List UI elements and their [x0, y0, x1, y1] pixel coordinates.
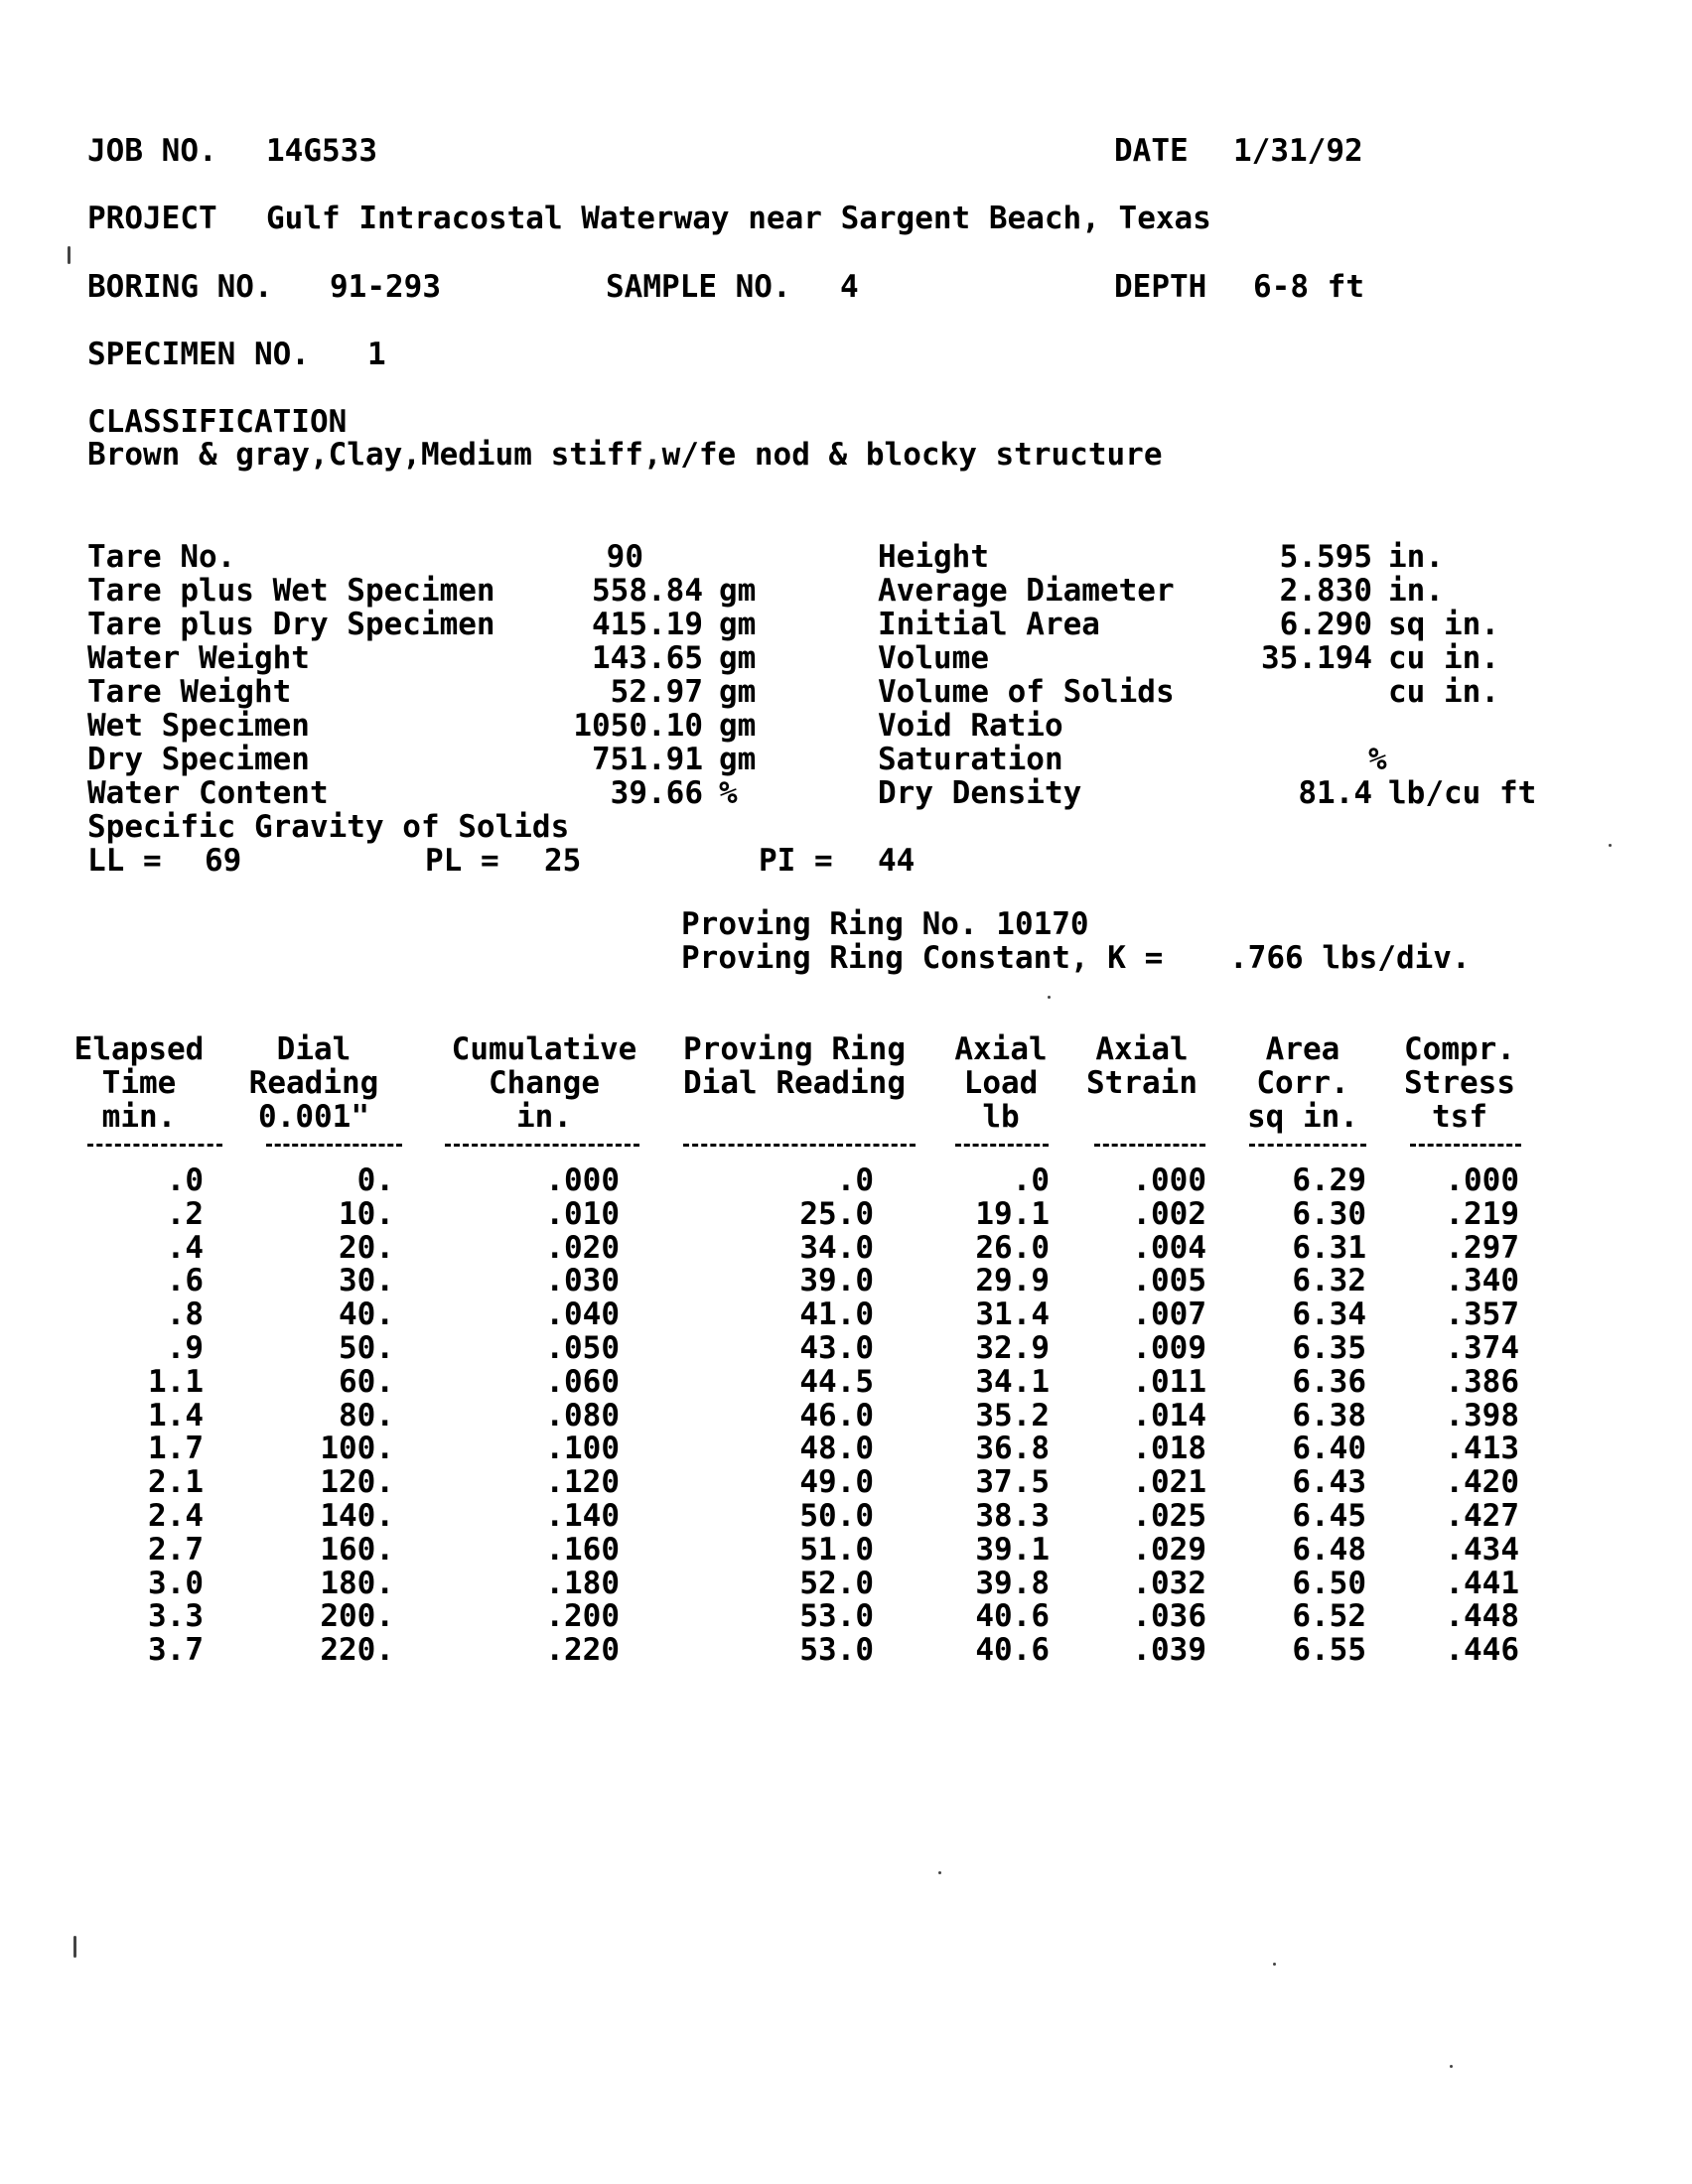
dry-specimen-value: 751.91 — [592, 742, 703, 777]
ll-label: LL = — [87, 843, 162, 879]
table-cell: 6.40 — [1292, 1431, 1366, 1466]
table-cell: .160 — [545, 1532, 620, 1568]
table-cell: .0 — [1012, 1162, 1050, 1198]
table-cell: 6.52 — [1292, 1598, 1366, 1634]
table-cell: 180. — [320, 1566, 394, 1601]
water-content-unit: % — [719, 775, 738, 811]
table-cell: .000 — [1445, 1162, 1519, 1198]
proving-ring-constant-value: .766 lbs/div. — [1229, 940, 1471, 976]
table-header-cell: Axial — [1095, 1031, 1189, 1067]
table-header-cell: Area — [1265, 1031, 1340, 1067]
table-cell: 29.9 — [975, 1263, 1050, 1298]
initial-area-label: Initial Area — [878, 607, 1100, 642]
table-cell: 6.50 — [1292, 1566, 1366, 1601]
table-cell: 1.7 — [148, 1431, 204, 1466]
tare-no-label: Tare No. — [87, 539, 236, 575]
table-cell: .002 — [1132, 1196, 1206, 1232]
volume-value: 35.194 — [1261, 640, 1372, 676]
wet-specimen-unit: gm — [719, 708, 757, 744]
table-header-cell: Load — [963, 1065, 1039, 1101]
table-cell: 6.30 — [1292, 1196, 1366, 1232]
table-cell: .2 — [166, 1196, 204, 1232]
water-weight-unit: gm — [719, 640, 757, 676]
table-cell: .029 — [1132, 1532, 1206, 1568]
table-cell: 36.8 — [975, 1431, 1050, 1466]
table-cell: 6.29 — [1292, 1162, 1366, 1198]
table-cell: 40. — [339, 1297, 394, 1332]
table-cell: 2.7 — [148, 1532, 204, 1568]
table-cell: .040 — [545, 1297, 620, 1332]
table-cell: 1.4 — [148, 1398, 204, 1433]
table-cell: .420 — [1445, 1464, 1519, 1500]
sample-value: 4 — [840, 269, 859, 305]
table-cell: 19.1 — [975, 1196, 1050, 1232]
tare-dry-unit: gm — [719, 607, 757, 642]
table-cell: .6 — [166, 1263, 204, 1298]
table-cell: .427 — [1445, 1498, 1519, 1534]
table-cell: .446 — [1445, 1632, 1519, 1668]
table-header-rule — [266, 1144, 402, 1147]
table-cell: 48.0 — [799, 1431, 874, 1466]
water-weight-value: 143.65 — [592, 640, 703, 676]
saturation-label: Saturation — [878, 742, 1063, 777]
table-cell: 26.0 — [975, 1230, 1050, 1266]
table-header-cell: Change — [489, 1065, 600, 1101]
table-header-cell: Reading — [248, 1065, 379, 1101]
table-header-cell: in. — [516, 1099, 572, 1135]
table-cell: .009 — [1132, 1330, 1206, 1366]
volume-unit: cu in. — [1388, 640, 1499, 676]
table-cell: 39.0 — [799, 1263, 874, 1298]
table-cell: 80. — [339, 1398, 394, 1433]
table-cell: 140. — [320, 1498, 394, 1534]
classification-value: Brown & gray,Clay,Medium stiff,w/fe nod & blocky structure — [87, 437, 1163, 473]
void-ratio-label: Void Ratio — [878, 708, 1063, 744]
proving-ring-number: Proving Ring No. 10170 — [681, 906, 1089, 942]
table-cell: .140 — [545, 1498, 620, 1534]
table-cell: .297 — [1445, 1230, 1519, 1266]
job-value: 14G533 — [266, 133, 377, 169]
table-cell: 49.0 — [799, 1464, 874, 1500]
table-cell: 20. — [339, 1230, 394, 1266]
table-header-cell: Dial Reading — [683, 1065, 906, 1101]
scan-mark — [68, 246, 70, 264]
dry-specimen-unit: gm — [719, 742, 757, 777]
table-cell: .386 — [1445, 1364, 1519, 1400]
water-content-label: Water Content — [87, 775, 329, 811]
table-cell: 120. — [320, 1464, 394, 1500]
tare-weight-unit: gm — [719, 674, 757, 710]
table-cell: .180 — [545, 1566, 620, 1601]
tare-weight-label: Tare Weight — [87, 674, 292, 710]
saturation-unit: % — [1368, 742, 1387, 777]
table-header-cell: Stress — [1404, 1065, 1515, 1101]
scan-speck — [1609, 844, 1612, 847]
sample-label: SAMPLE NO. — [606, 269, 791, 305]
table-cell: 44.5 — [799, 1364, 874, 1400]
specimen-value: 1 — [367, 337, 386, 372]
volume-solids-unit: cu in. — [1388, 674, 1499, 710]
table-cell: 30. — [339, 1263, 394, 1298]
table-cell: .220 — [545, 1632, 620, 1668]
depth-label: DEPTH — [1114, 269, 1207, 305]
table-cell: 50.0 — [799, 1498, 874, 1534]
project-value: Gulf Intracostal Waterway near Sargent Beach, Texas — [266, 201, 1211, 236]
table-cell: .000 — [545, 1162, 620, 1198]
table-cell: 0. — [356, 1162, 394, 1198]
table-cell: .036 — [1132, 1598, 1206, 1634]
table-cell: 32.9 — [975, 1330, 1050, 1366]
average-diameter-value: 2.830 — [1279, 573, 1372, 609]
table-cell: .4 — [166, 1230, 204, 1266]
table-cell: 60. — [339, 1364, 394, 1400]
scan-speck — [1048, 996, 1051, 999]
average-diameter-unit: in. — [1388, 573, 1444, 609]
initial-area-unit: sq in. — [1388, 607, 1499, 642]
table-header-rule — [683, 1144, 916, 1147]
table-cell: 41.0 — [799, 1297, 874, 1332]
table-cell: .050 — [545, 1330, 620, 1366]
boring-label: BORING NO. — [87, 269, 273, 305]
table-cell: 1.1 — [148, 1364, 204, 1400]
wet-specimen-value: 1050.10 — [573, 708, 703, 744]
table-cell: 6.43 — [1292, 1464, 1366, 1500]
table-header-rule — [445, 1144, 639, 1147]
pi-label: PI = — [759, 843, 833, 879]
dry-density-value: 81.4 — [1298, 775, 1372, 811]
table-cell: .030 — [545, 1263, 620, 1298]
table-cell: .060 — [545, 1364, 620, 1400]
pl-value: 25 — [544, 843, 582, 879]
table-header-cell: Compr. — [1404, 1031, 1515, 1067]
table-cell: 160. — [320, 1532, 394, 1568]
date-value: 1/31/92 — [1233, 133, 1363, 169]
table-header-cell: Corr. — [1256, 1065, 1349, 1101]
table-cell: 2.4 — [148, 1498, 204, 1534]
pl-label: PL = — [425, 843, 499, 879]
height-unit: in. — [1388, 539, 1444, 575]
table-cell: .448 — [1445, 1598, 1519, 1634]
table-cell: 2.1 — [148, 1464, 204, 1500]
table-cell: 6.45 — [1292, 1498, 1366, 1534]
table-header-cell: sq in. — [1247, 1099, 1358, 1135]
table-header-cell: Cumulative — [451, 1031, 637, 1067]
height-label: Height — [878, 539, 989, 575]
table-cell: .025 — [1132, 1498, 1206, 1534]
table-cell: 35.2 — [975, 1398, 1050, 1433]
table-cell: .039 — [1132, 1632, 1206, 1668]
volume-solids-label: Volume of Solids — [878, 674, 1175, 710]
scan-speck — [1273, 1963, 1276, 1966]
table-cell: .007 — [1132, 1297, 1206, 1332]
table-cell: .000 — [1132, 1162, 1206, 1198]
proving-ring-constant-label: Proving Ring Constant, K = — [681, 940, 1164, 976]
specific-gravity-label: Specific Gravity of Solids — [87, 809, 570, 845]
dry-density-label: Dry Density — [878, 775, 1082, 811]
table-cell: .120 — [545, 1464, 620, 1500]
table-cell: .0 — [836, 1162, 874, 1198]
table-header-cell: lb — [982, 1099, 1020, 1135]
table-cell: 6.36 — [1292, 1364, 1366, 1400]
wet-specimen-label: Wet Specimen — [87, 708, 310, 744]
table-header-cell: min. — [101, 1099, 177, 1135]
table-header-rule — [87, 1144, 222, 1147]
volume-label: Volume — [878, 640, 989, 676]
table-cell: .434 — [1445, 1532, 1519, 1568]
table-cell: 38.3 — [975, 1498, 1050, 1534]
height-value: 5.595 — [1279, 539, 1372, 575]
table-cell: .021 — [1132, 1464, 1206, 1500]
table-cell: 6.35 — [1292, 1330, 1366, 1366]
table-cell: .018 — [1132, 1431, 1206, 1466]
table-cell: 53.0 — [799, 1598, 874, 1634]
table-cell: 39.8 — [975, 1566, 1050, 1601]
table-cell: .200 — [545, 1598, 620, 1634]
table-cell: 10. — [339, 1196, 394, 1232]
table-cell: 3.0 — [148, 1566, 204, 1601]
scan-speck — [1450, 2065, 1453, 2068]
table-cell: .398 — [1445, 1398, 1519, 1433]
depth-value: 6-8 ft — [1253, 269, 1364, 305]
scan-mark — [73, 1936, 76, 1958]
table-cell: .005 — [1132, 1263, 1206, 1298]
tare-wet-value: 558.84 — [592, 573, 703, 609]
tare-weight-value: 52.97 — [610, 674, 703, 710]
table-cell: 31.4 — [975, 1297, 1050, 1332]
boring-value: 91-293 — [330, 269, 441, 305]
table-cell: 53.0 — [799, 1632, 874, 1668]
table-cell: .014 — [1132, 1398, 1206, 1433]
tare-no-value: 90 — [606, 539, 643, 575]
dry-specimen-label: Dry Specimen — [87, 742, 310, 777]
date-label: DATE — [1114, 133, 1189, 169]
table-cell: 6.34 — [1292, 1297, 1366, 1332]
table-cell: .340 — [1445, 1263, 1519, 1298]
table-header-cell: Axial — [954, 1031, 1048, 1067]
table-cell: .032 — [1132, 1566, 1206, 1601]
tare-dry-value: 415.19 — [592, 607, 703, 642]
table-header-rule — [1410, 1144, 1521, 1147]
table-header-rule — [1094, 1144, 1205, 1147]
table-cell: .011 — [1132, 1364, 1206, 1400]
project-label: PROJECT — [87, 201, 217, 236]
table-cell: 40.6 — [975, 1632, 1050, 1668]
dry-density-unit: lb/cu ft — [1388, 775, 1537, 811]
table-cell: 3.3 — [148, 1598, 204, 1634]
table-header-cell: Time — [101, 1065, 177, 1101]
water-content-value: 39.66 — [610, 775, 703, 811]
table-cell: 40.6 — [975, 1598, 1050, 1634]
table-header-cell: Dial — [276, 1031, 352, 1067]
table-header-cell: tsf — [1432, 1099, 1487, 1135]
table-cell: .004 — [1132, 1230, 1206, 1266]
classification-label: CLASSIFICATION — [87, 404, 348, 440]
table-cell: .413 — [1445, 1431, 1519, 1466]
table-header-cell: Proving Ring — [683, 1031, 906, 1067]
tare-wet-unit: gm — [719, 573, 757, 609]
tare-dry-label: Tare plus Dry Specimen — [87, 607, 495, 642]
table-cell: 34.1 — [975, 1364, 1050, 1400]
scan-speck — [938, 1871, 941, 1874]
pi-value: 44 — [878, 843, 916, 879]
table-cell: 6.38 — [1292, 1398, 1366, 1433]
table-cell: 25.0 — [799, 1196, 874, 1232]
table-cell: .100 — [545, 1431, 620, 1466]
ll-value: 69 — [205, 843, 242, 879]
table-cell: .441 — [1445, 1566, 1519, 1601]
table-cell: .9 — [166, 1330, 204, 1366]
table-cell: .8 — [166, 1297, 204, 1332]
table-cell: .080 — [545, 1398, 620, 1433]
table-cell: .219 — [1445, 1196, 1519, 1232]
table-cell: 200. — [320, 1598, 394, 1634]
table-cell: .357 — [1445, 1297, 1519, 1332]
tare-wet-label: Tare plus Wet Specimen — [87, 573, 495, 609]
table-header-cell: Strain — [1086, 1065, 1198, 1101]
table-cell: 6.48 — [1292, 1532, 1366, 1568]
table-cell: .010 — [545, 1196, 620, 1232]
average-diameter-label: Average Diameter — [878, 573, 1175, 609]
initial-area-value: 6.290 — [1279, 607, 1372, 642]
table-header-rule — [955, 1144, 1049, 1147]
water-weight-label: Water Weight — [87, 640, 310, 676]
table-cell: 52.0 — [799, 1566, 874, 1601]
specimen-label: SPECIMEN NO. — [87, 337, 310, 372]
table-cell: .020 — [545, 1230, 620, 1266]
job-label: JOB NO. — [87, 133, 217, 169]
table-cell: 46.0 — [799, 1398, 874, 1433]
table-cell: .0 — [166, 1162, 204, 1198]
table-header-rule — [1249, 1144, 1366, 1147]
table-cell: 39.1 — [975, 1532, 1050, 1568]
table-cell: 6.31 — [1292, 1230, 1366, 1266]
table-cell: 220. — [320, 1632, 394, 1668]
table-cell: 34.0 — [799, 1230, 874, 1266]
table-cell: .374 — [1445, 1330, 1519, 1366]
table-cell: 43.0 — [799, 1330, 874, 1366]
table-cell: 6.32 — [1292, 1263, 1366, 1298]
table-header-cell: Elapsed — [73, 1031, 205, 1067]
table-cell: 3.7 — [148, 1632, 204, 1668]
table-cell: 100. — [320, 1431, 394, 1466]
table-cell: 6.55 — [1292, 1632, 1366, 1668]
table-cell: 50. — [339, 1330, 394, 1366]
table-cell: 37.5 — [975, 1464, 1050, 1500]
table-cell: 51.0 — [799, 1532, 874, 1568]
table-header-cell: 0.001" — [258, 1099, 369, 1135]
